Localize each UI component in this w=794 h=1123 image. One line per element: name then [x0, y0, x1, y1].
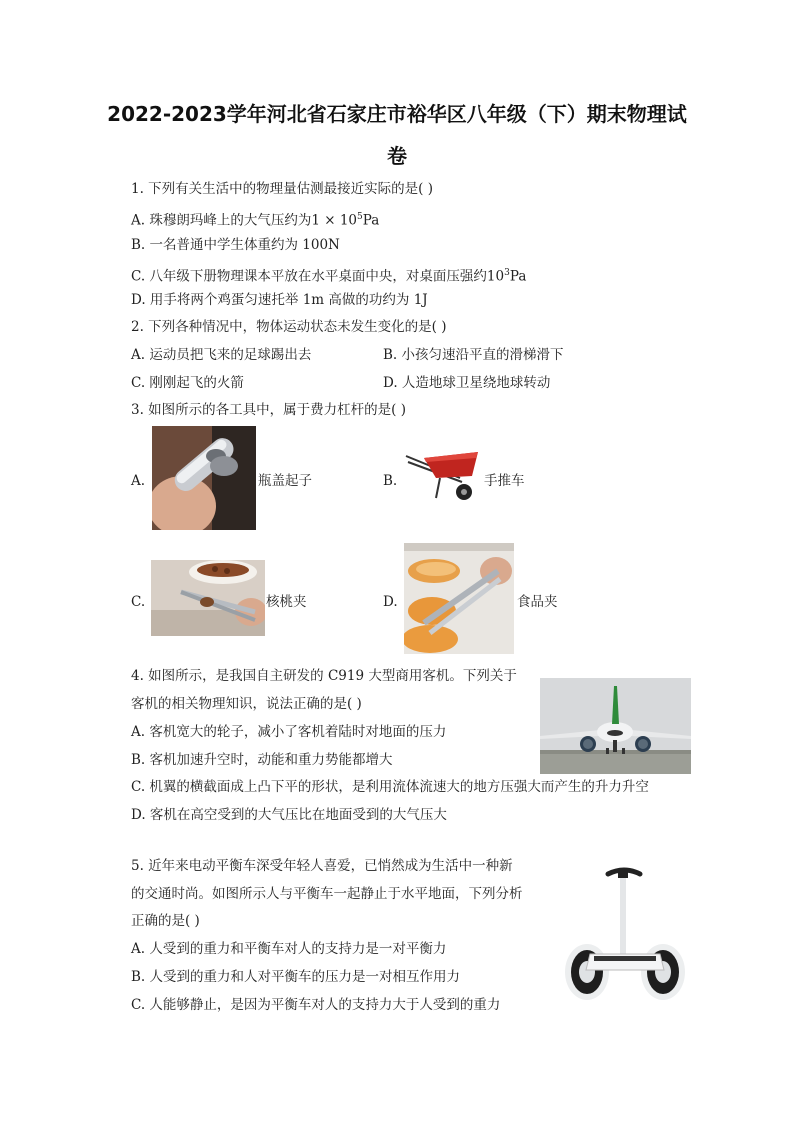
q5-option-a: A. 人受到的重力和平衡车对人的支持力是一对平衡力: [131, 941, 447, 957]
q3-option-c-caption: 核桃夹: [266, 594, 307, 610]
q3-option-d-letter: D.: [383, 594, 398, 610]
q5-stem-line1: 5. 近年来电动平衡车深受年轻人喜爱，已悄然成为生活中一种新: [131, 858, 513, 874]
q3-option-a-letter: A.: [131, 473, 146, 489]
q5-stem-line2: 的交通时尚。如图所示人与平衡车一起静止于水平地面，下列分析: [131, 886, 523, 902]
q3-option-b-caption: 手推车: [484, 473, 525, 489]
bottle-opener-image: [152, 426, 256, 530]
q4-option-a: A. 客机宽大的轮子，减小了客机着陆时对地面的压力: [131, 724, 447, 740]
c919-airplane-image: [540, 678, 691, 774]
q2-option-c: C. 刚刚起飞的火箭: [131, 375, 244, 391]
q3-option-c-letter: C.: [131, 594, 146, 610]
q3-option-d-caption: 食品夹: [517, 594, 558, 610]
nutcracker-image: [151, 560, 265, 636]
q4-option-d: D. 客机在高空受到的大气压比在地面受到的大气压大: [131, 807, 447, 823]
page-title: 2022-2023学年河北省石家庄市裕华区八年级（下）期末物理试: [107, 102, 687, 126]
food-tongs-image: [404, 543, 514, 654]
q2-option-a: A. 运动员把飞来的足球踢出去: [131, 347, 312, 363]
q4-stem-line2: 客机的相关物理知识，说法正确的是( ): [131, 696, 362, 712]
q1-stem: 1. 下列有关生活中的物理量估测最接近实际的是( ): [131, 181, 433, 197]
q5-stem-line3: 正确的是( ): [131, 913, 200, 929]
q2-option-b: B. 小孩匀速沿平直的滑梯滑下: [383, 347, 564, 363]
q2-option-d: D. 人造地球卫星绕地球转动: [383, 375, 551, 391]
q3-stem: 3. 如图所示的各工具中，属于费力杠杆的是( ): [131, 402, 406, 418]
q4-option-c: C. 机翼的横截面成上凸下平的形状，是利用流体流速大的地方压强大而产生的升力升空: [131, 779, 649, 795]
q3-option-b-letter: B.: [383, 473, 398, 489]
q1-option-d: D. 用手将两个鸡蛋匀速托举 1m 高做的功约为 1J: [131, 292, 428, 308]
balance-scooter-image: [560, 862, 690, 1004]
q4-option-b: B. 客机加速升空时，动能和重力势能都增大: [131, 752, 393, 768]
q5-option-b: B. 人受到的重力和人对平衡车的压力是一对相互作用力: [131, 969, 461, 985]
q1-option-a-exponent: 5: [357, 212, 363, 222]
page-title-continued: 卷: [387, 144, 407, 168]
wheelbarrow-image: [402, 448, 482, 508]
q4-stem-line1: 4. 如图所示，是我国自主研发的 C919 大型商用客机。下列关于: [131, 668, 517, 684]
q1-option-b: B. 一名普通中学生体重约为 100N: [131, 237, 340, 253]
q1-option-c: C. 八年级下册物理课本平放在水平桌面中央，对桌面压强约$10^3Pa$: [131, 268, 527, 285]
q3-option-a-caption: 瓶盖起子: [258, 473, 312, 489]
q1-option-c-exponent: 3: [504, 268, 510, 278]
q2-stem: 2. 下列各种情况中，物体运动状态未发生变化的是( ): [131, 319, 447, 335]
q5-option-c: C. 人能够静止，是因为平衡车对人的支持力大于人受到的重力: [131, 997, 501, 1013]
q1-option-a: A. 珠穆朗玛峰上的大气压约为$1 \times 10^5Pa$: [131, 212, 380, 229]
